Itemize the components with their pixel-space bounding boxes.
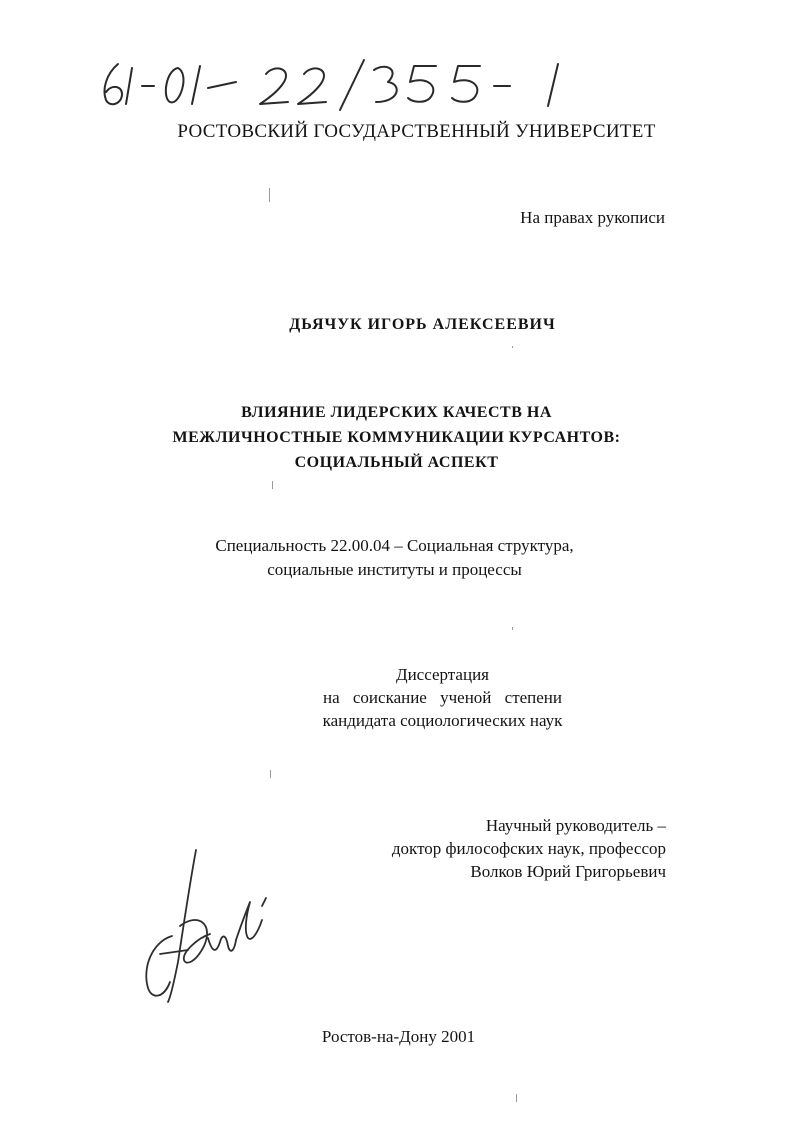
supervisor-line-1: Научный руководитель – bbox=[485, 816, 666, 835]
scan-speck bbox=[269, 188, 270, 202]
handwritten-archive-number-drawing bbox=[96, 56, 596, 112]
title-line-2: МЕЖЛИЧНОСТНЫЕ КОММУНИКАЦИИ КУРСАНТОВ: bbox=[172, 429, 621, 446]
dissertation-degree bbox=[46, 663, 793, 732]
scientific-supervisor bbox=[392, 814, 666, 883]
specialty bbox=[0, 534, 791, 582]
specialty-line-2: социальные институты и процессы bbox=[267, 560, 522, 579]
place-and-year: Ростов-на-Дону 2001 bbox=[321, 1027, 476, 1046]
university-name: РОСТОВСКИЙ ГОСУДАРСТВЕННЫЙ УНИВЕРСИТЕТ bbox=[177, 121, 656, 142]
supervisor-line-3: Волков Юрий Григорьевич bbox=[470, 862, 666, 881]
handwritten-signature bbox=[138, 842, 268, 1012]
author-name: ДЬЯЧУК ИГОРЬ АЛЕКСЕЕВИЧ bbox=[289, 316, 556, 333]
supervisor-line-2: доктор философских наук, профессор bbox=[391, 839, 666, 858]
scan-speck bbox=[270, 770, 271, 778]
handwritten-archive-number bbox=[96, 56, 596, 112]
scan-speck bbox=[512, 627, 513, 630]
title-line-1: ВЛИЯНИЕ ЛИДЕРСКИХ КАЧЕСТВ НА bbox=[241, 404, 552, 421]
scan-speck bbox=[516, 1094, 517, 1102]
scan-speck bbox=[512, 346, 513, 348]
dissertation-title bbox=[0, 400, 793, 475]
scan-speck bbox=[272, 481, 273, 489]
degree-line-1: Диссертация bbox=[395, 665, 489, 684]
degree-line-3: кандидата социологических наук bbox=[322, 711, 563, 730]
manuscript-rights-note: На правах рукописи bbox=[520, 208, 665, 227]
title-line-3: СОЦИАЛЬНЫЙ АСПЕКТ bbox=[294, 454, 499, 471]
specialty-line-1: Специальность 22.00.04 – Социальная структура, bbox=[215, 536, 574, 555]
degree-line-2: на соискание ученой степени bbox=[322, 688, 563, 707]
signature-drawing bbox=[138, 842, 268, 1012]
